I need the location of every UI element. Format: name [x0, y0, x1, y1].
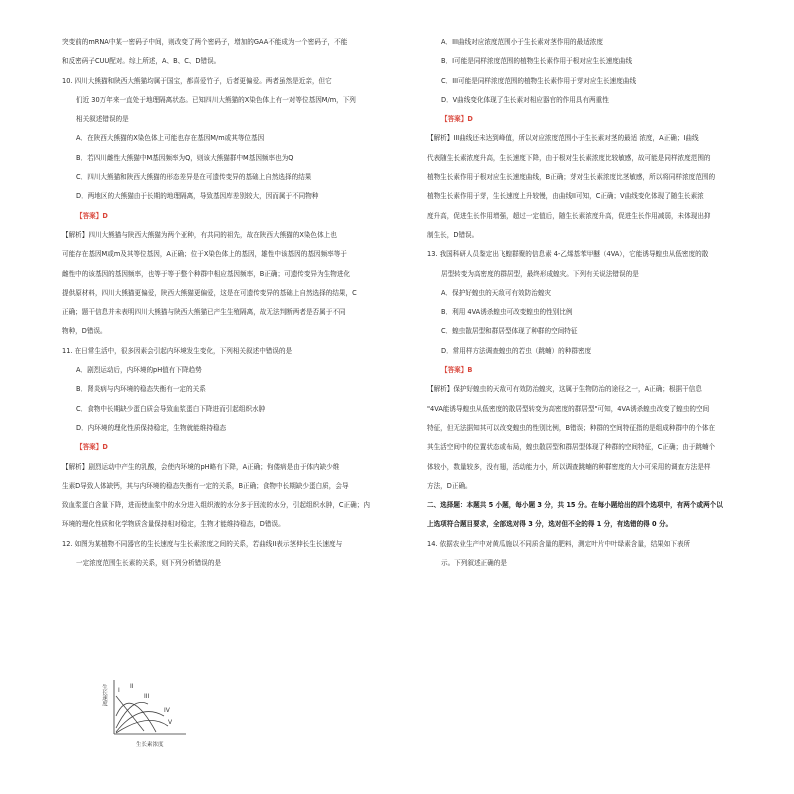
option-c: C．四川大熊猫和陕西大熊猫的形态差异是在可遗传变异的基础上自然选择的结果 — [76, 173, 312, 182]
text-line: 特征，但无法据知其可以改变蝗虫的性别比例，B错误；种群的空间特征指的是组成种群中的个体在 — [427, 423, 716, 432]
option-c: C．蝗虫散居型和群居型体现了种群的空间特征 — [441, 327, 578, 336]
question-10-stem: 10. 四川大熊猫和陕西大熊猫均属于国宝，都喜爱竹子，后者更偏爱。两者虽然是近亲，但它 — [62, 76, 332, 85]
text-line: 植物生长素作用于根对应生长速度曲线，B正确；芽对生长素浓度比茎敏感，所以将同样浓度范围的 — [427, 173, 716, 182]
option-a: A．在陕西大熊猫的X染色体上可能也存在基因M/m或其等位基因 — [76, 134, 265, 143]
option-a: A．III曲线对应浓度范围小于生长素对茎作用的最适浓度 — [441, 38, 603, 46]
text-line: 方法，D正确。 — [427, 481, 472, 490]
text-line: 体较小，数量较多，没有翅，活动能力小，所以调查跳蝻的种群密度的大小可采用的调查方法是样 — [427, 462, 711, 471]
left-column — [62, 33, 394, 573]
question-13-stem: 13. 我国科研人员鉴定出飞蝗群聚的信息素 4-乙烯基苯甲醚（4VA），它能诱导蝗虫从低密度的散 — [427, 250, 709, 259]
explanation-line: 【解析】剧烈运动中产生的乳酸，会使内环境的pH略有下降，A正确；佝偻病是由于体内缺少维 — [62, 462, 340, 471]
text-line: 生素D导致人体缺钙，其与内环境的稳态失衡有一定的关系，B正确；食物中长期缺少蛋白质，会导 — [62, 481, 349, 490]
text-line: 和反密码子CUU配对。综上所述，A、B、C、D错误。 — [62, 57, 221, 66]
text-line: 度升高，促进生长作用增强，超过一定值后，随生长素浓度升高，促进生长作用减弱，未体现出抑 — [427, 211, 711, 220]
option-b: B．利用 4VA诱杀蝗虫可改变蝗虫的性别比例 — [441, 308, 573, 317]
curve-label-i: I — [118, 687, 120, 694]
explanation-line — [62, 226, 394, 245]
text-line: 突变前的mRNA中某一密码子中间，则改变了两个密码子，增加的GAA不能成为一个密码子，不能 — [62, 38, 348, 46]
answer-label: 【答案】D — [76, 211, 108, 220]
section-heading: 二、选择题：本题共 5 小题，每小题 3 分，共 15 分。在每小题给出的四个选项中，有两个或两个以 — [427, 501, 723, 510]
answer-label: 【答案】B — [441, 366, 473, 375]
option-c: C．食物中长期缺少蛋白质会导致血浆蛋白下降进而引起组织水肿 — [76, 404, 266, 413]
question-12-stem: 12. 如图为某植物不同器官的生长速度与生长素浓度之间的关系，若曲线II表示茎伸长生长速度与 — [62, 539, 343, 548]
option-d: D．常用样方法调查蝗虫的若虫（跳蝻）的种群密度 — [441, 346, 592, 355]
section-heading-cont: 上选项符合题目要求，全部选对得 3 分，选对但不全的得 1 分，有选错的得 0 分。 — [427, 520, 673, 529]
curve-label-ii: II — [130, 683, 134, 690]
question-14-stem: 14. 依据农业生产中对黄瓜施以不同质含量的肥料，测定叶片中叶绿素含量，结果如下表所 — [427, 539, 691, 548]
curve-label-v: V — [168, 719, 173, 726]
option-b: B．若四川雌性大熊猫中M基因频率为Q，则该大熊猫群中M基因频率也为Q — [76, 153, 294, 162]
right-column — [427, 33, 759, 573]
option-b: B．肾炎病与内环境的稳态失衡有一定的关系 — [76, 385, 206, 394]
option-a: A．保护好蝗虫的天敌可有效防治蝗灾 — [441, 288, 552, 297]
text-line: 示。下列叙述正确的是 — [441, 559, 507, 568]
text-line: "4VA能诱导蝗虫从低密度的散居型转变为高密度的群居型"可知，4VA诱杀蝗虫改变了蝗虫的空间 — [427, 404, 710, 413]
text-line: 环境的理化性质和化学物质含量保持相对稳定，生物才能维持稳态，D错误。 — [62, 520, 285, 529]
curve-label-iv: IV — [164, 707, 170, 714]
option-b: B．I可能是同样浓度范围的植物生长素作用于根对应生长速度曲线 — [441, 57, 633, 66]
text-line: 可能存在基因M或m及其等位基因，A正确；位于X染色体上的基因，雄性中该基因的基因频率等于 — [62, 250, 347, 259]
y-axis-label: 生长速度 — [101, 684, 107, 706]
text-line: 植物生长素作用于芽，生长速度上升较慢，由曲线II可知，C正确；V曲线变化体现了随生长素浓 — [427, 192, 704, 201]
option-d: D．两地区的大熊猫由于长期的地理隔离，导致基因库差别较大，因而属于不同物种 — [76, 192, 319, 201]
text-line: 相关叙述错误的是 — [76, 115, 129, 124]
option-c: C．III可能是同样浓度范围的植物生长素作用于芽对应生长速度曲线 — [441, 76, 637, 85]
answer-label: 【答案】D — [441, 115, 473, 124]
text-line: 雌性中的该基因的基因频率，也等于等于整个种群中相应基因频率，B正确；可遗传变异为生物进化 — [62, 269, 351, 278]
growth-curve-chart — [100, 676, 190, 756]
text-line: 正确；题干信息并未表明四川大熊猫与陕西大熊猫已产生生殖隔离，故无法判断两者是否属于不同 — [62, 308, 346, 317]
text-line: 们近 30万年来一直处于地理隔离状态。已知四川大熊猫的X染色体上有一对等位基因M/m，下列 — [76, 95, 356, 104]
curve-label-iii: III — [144, 693, 150, 700]
answer-label: 【答案】D — [76, 443, 108, 452]
explanation-line: 【解析】保护好蝗虫的天敌可有效防治蝗灾，这属于生物防治的途径之一，A正确；根据干信息 — [427, 385, 702, 394]
option-a: A．剧烈运动后，内环境的pH值有下降趋势 — [76, 366, 202, 375]
curve-v — [116, 720, 168, 733]
x-axis-label: 生长素浓度 — [136, 742, 164, 748]
option-d: D．内环境的理化性质保持稳定，生物就能维持稳态 — [76, 423, 227, 432]
text-line: 提供原材料，四川大熊猫更偏爱，陕西大熊猫更偏爱，这是在可遗传变异的基础上自然选择的结果，C — [62, 288, 357, 297]
chart-svg — [100, 676, 190, 756]
text-line: 代表随生长素浓度升高，生长速度下降，由于根对生长素浓度比较敏感，故可能是同样浓度范围的 — [427, 153, 711, 162]
explanation-text: 【解析】四川大熊猫与陕西大熊猫为两个亚种，有共同的祖先，故在陕西大熊猫的X染色体上也 — [62, 230, 337, 239]
explanation-line: 【解析】III曲线还未达到峰值，所以对应浓度范围小于生长素对茎的最适 浓度，A正确；I曲线 — [427, 134, 699, 143]
text-line: 物种，D错误。 — [62, 327, 107, 336]
text-line: 一定浓度范围生长素的关系，则下列分析错误的是 — [76, 559, 222, 568]
text-line: 制生长，D错误。 — [427, 230, 479, 239]
text-line: 致血浆蛋白含量下降，进而使血浆中的水分进入组织液的水分多于回流的水分，引起组织水肿，C正确；内 — [62, 501, 370, 510]
option-d: D．V曲线变化体现了生长素对相应器官的作用具有两重性 — [441, 95, 609, 104]
question-11-stem: 11. 在日常生活中，很多因素会引起内环境发生变化，下列相关叙述中错误的是 — [62, 346, 293, 355]
text-line: 居型转变为高密度的群居型，最终形成蝗灾。下列有关说法错误的是 — [441, 269, 639, 278]
text-line: 其生活空间中的位置状态或布局，蝗虫散居型和群居型体现了种群的空间特征，C正确；由于跳蝻个 — [427, 443, 716, 452]
